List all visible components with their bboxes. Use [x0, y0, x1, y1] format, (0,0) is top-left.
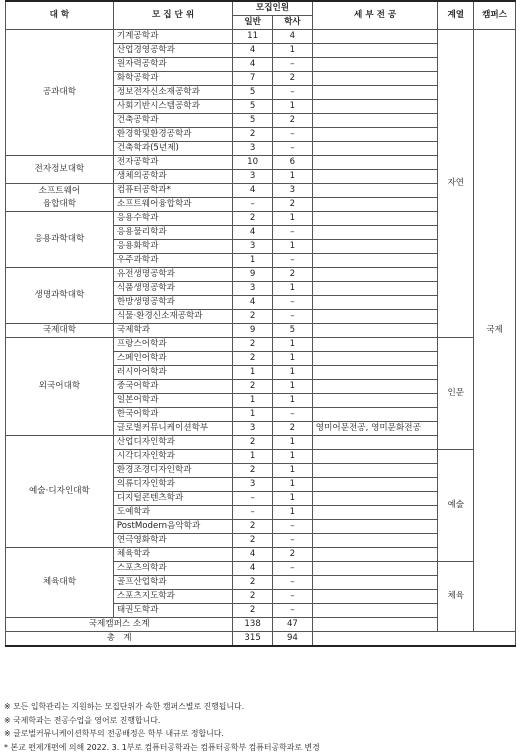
- quota-general: 11: [233, 30, 273, 44]
- dept-name: 프랑스어학과: [113, 338, 232, 352]
- header-campus: 캠퍼스: [474, 1, 516, 30]
- quota-scholar: 3: [273, 184, 313, 198]
- quota-scholar: 1: [273, 464, 313, 478]
- quota-scholar: 1: [273, 170, 313, 184]
- quota-scholar: 2: [273, 114, 313, 128]
- quota-general: 4: [233, 184, 273, 198]
- major-detail: [312, 72, 438, 86]
- dept-name: 산업디자인학과: [113, 436, 232, 450]
- quota-general: 4: [233, 226, 273, 240]
- field-category: 자연: [438, 30, 474, 338]
- dept-name: 골프산업학과: [113, 576, 232, 590]
- quota-general: 1: [233, 450, 273, 464]
- dept-name: 응용물리학과: [113, 226, 232, 240]
- header-field: 계열: [438, 1, 474, 30]
- quota-scholar: 1: [273, 338, 313, 352]
- footnotes: [4, 700, 519, 754]
- quota-general: 2: [233, 128, 273, 142]
- college-name-line: 체육대학: [42, 577, 77, 587]
- major-detail: [312, 338, 438, 352]
- field-category: 인문: [438, 338, 474, 450]
- quota-general: –: [233, 198, 273, 212]
- quota-general: 4: [233, 562, 273, 576]
- dept-name: 정보전자신소재공학과: [113, 86, 232, 100]
- quota-scholar: –: [273, 128, 313, 142]
- major-detail: [312, 436, 438, 450]
- dept-name: 유전생명공학과: [113, 268, 232, 282]
- major-detail: [312, 226, 438, 240]
- quota-general: 2: [233, 436, 273, 450]
- major-detail: [312, 310, 438, 324]
- college-name: [6, 30, 114, 156]
- college-name-line: 소프트웨어: [38, 185, 81, 196]
- quota-scholar: 1: [273, 506, 313, 520]
- quota-scholar: 2: [273, 268, 313, 282]
- quota-scholar: 1: [273, 352, 313, 366]
- footnote: * 본교 편제개편에 의해 2022. 3. 1부로 컴퓨터공학과는 컴퓨터공학부 컴퓨터공학과로 변경: [4, 742, 320, 752]
- major-detail: [312, 254, 438, 268]
- quota-scholar: –: [273, 520, 313, 534]
- total-general: 315: [233, 632, 273, 647]
- major-detail: [312, 380, 438, 394]
- quota-scholar: 1: [273, 282, 313, 296]
- major-detail: [312, 534, 438, 548]
- total-blank: [312, 632, 515, 647]
- quota-scholar: –: [273, 296, 313, 310]
- major-detail: [312, 562, 438, 576]
- quota-general: 2: [233, 576, 273, 590]
- dept-name: 체육학과: [113, 548, 232, 562]
- dept-name: 건축학과(5년제): [113, 142, 232, 156]
- quota-general: 3: [233, 240, 273, 254]
- subtotal-label: 국제캠퍼스 소계: [6, 618, 233, 632]
- dept-name: 연극영화학과: [113, 534, 232, 548]
- college-name-line: 응용과학대학: [34, 234, 85, 244]
- college-name: [6, 338, 114, 436]
- major-detail: [312, 604, 438, 618]
- subtotal-general: 138: [233, 618, 273, 632]
- major-detail: [312, 324, 438, 338]
- college-name: [6, 324, 114, 338]
- quota-scholar: 1: [273, 380, 313, 394]
- college-name-line: 국제대학: [42, 325, 77, 335]
- dept-name: 스포츠지도학과: [113, 590, 232, 604]
- total-label: 총 계: [6, 632, 233, 647]
- subtotal-scholar: 47: [273, 618, 313, 632]
- quota-general: 1: [233, 254, 273, 268]
- quota-scholar: 2: [273, 548, 313, 562]
- dept-name: 국제학과: [113, 324, 232, 338]
- quota-scholar: 1: [273, 450, 313, 464]
- campus-name: 국제: [474, 30, 516, 632]
- major-detail: [312, 198, 438, 212]
- quota-general: 5: [233, 100, 273, 114]
- quota-general: –: [233, 492, 273, 506]
- dept-name: 기계공학과: [113, 30, 232, 44]
- major-detail: [312, 590, 438, 604]
- college-name: [6, 184, 114, 212]
- quota-scholar: 1: [273, 212, 313, 226]
- quota-general: 3: [233, 170, 273, 184]
- dept-name: 환경조경디자인학과: [113, 464, 232, 478]
- dept-name: 의류디자인학과: [113, 478, 232, 492]
- total-row: [6, 632, 516, 647]
- major-detail: [312, 128, 438, 142]
- dept-name: 태권도학과: [113, 604, 232, 618]
- quota-general: 7: [233, 72, 273, 86]
- quota-general: 3: [233, 422, 273, 436]
- dept-name: 식물·환경신소재공학과: [113, 310, 232, 324]
- quota-general: 4: [233, 58, 273, 72]
- major-detail: [312, 394, 438, 408]
- major-detail: 영미어문전공, 영미문화전공: [312, 422, 438, 436]
- header-scholar: 학사: [273, 16, 313, 30]
- college-name-line: 공과대학: [42, 87, 77, 97]
- college-name-line: 융합대학: [42, 198, 77, 209]
- dept-name: 전자공학과: [113, 156, 232, 170]
- header-university: 대 학: [6, 1, 114, 30]
- dept-name: 일본어학과: [113, 394, 232, 408]
- dept-name: 생체의공학과: [113, 170, 232, 184]
- field-category: 예술: [438, 450, 474, 562]
- major-detail: [312, 240, 438, 254]
- quota-general: 10: [233, 156, 273, 170]
- major-detail: [312, 44, 438, 58]
- header-unit: 모 집 단 위: [113, 1, 232, 30]
- major-detail: [312, 156, 438, 170]
- dept-name: 도예학과: [113, 506, 232, 520]
- major-detail: [312, 282, 438, 296]
- dept-name: 환경학및환경공학과: [113, 128, 232, 142]
- quota-scholar: –: [273, 576, 313, 590]
- college-name-line: 전자정보대학: [34, 164, 85, 174]
- major-detail: [312, 184, 438, 198]
- quota-scholar: –: [273, 562, 313, 576]
- quota-scholar: 1: [273, 436, 313, 450]
- quota-scholar: 6: [273, 156, 313, 170]
- quota-general: 1: [233, 408, 273, 422]
- major-detail: [312, 352, 438, 366]
- major-detail: [312, 212, 438, 226]
- quota-general: 4: [233, 548, 273, 562]
- quota-scholar: 2: [273, 198, 313, 212]
- dept-name: 디지털콘텐츠학과: [113, 492, 232, 506]
- quota-scholar: –: [273, 254, 313, 268]
- dept-name: 소프트웨어융합학과: [113, 198, 232, 212]
- major-detail: [312, 366, 438, 380]
- quota-general: 2: [233, 520, 273, 534]
- dept-name: 응용수학과: [113, 212, 232, 226]
- quota-scholar: 1: [273, 44, 313, 58]
- major-detail: [312, 478, 438, 492]
- major-detail: [312, 268, 438, 282]
- quota-general: 2: [233, 338, 273, 352]
- quota-general: 4: [233, 296, 273, 310]
- footnote: ※ 모든 입학관리는 지원하는 모집단위가 속한 캠퍼스별로 진행됩니다.: [4, 702, 245, 711]
- major-detail: [312, 296, 438, 310]
- dept-name: 러시아어학과: [113, 366, 232, 380]
- college-name: [6, 156, 114, 184]
- college-name: [6, 548, 114, 618]
- header-general: 일반: [233, 16, 273, 30]
- major-detail: [312, 86, 438, 100]
- dept-name: 건축공학과: [113, 114, 232, 128]
- college-name-line: 외국어대학: [38, 381, 81, 391]
- college-name: [6, 436, 114, 548]
- major-detail: [312, 548, 438, 562]
- quota-scholar: –: [273, 590, 313, 604]
- quota-general: 2: [233, 310, 273, 324]
- quota-scholar: 1: [273, 492, 313, 506]
- table-row: [6, 338, 516, 352]
- major-detail: [312, 506, 438, 520]
- quota-scholar: –: [273, 408, 313, 422]
- quota-scholar: 5: [273, 324, 313, 338]
- quota-scholar: –: [273, 142, 313, 156]
- quota-scholar: –: [273, 604, 313, 618]
- quota-scholar: –: [273, 226, 313, 240]
- total-scholar: 94: [273, 632, 313, 647]
- dept-name: 스포츠의학과: [113, 562, 232, 576]
- footnote: ※ 국제학과는 전공수업을 영어로 진행합니다.: [4, 715, 161, 725]
- quota-general: 1: [233, 366, 273, 380]
- major-detail: [312, 100, 438, 114]
- dept-name: 식품생명공학과: [113, 282, 232, 296]
- quota-scholar: 1: [273, 478, 313, 492]
- dept-name: 시각디자인학과: [113, 450, 232, 464]
- subtotal-row: [6, 618, 516, 632]
- quota-general: 2: [233, 590, 273, 604]
- dept-name: 원자력공학과: [113, 58, 232, 72]
- quota-scholar: 1: [273, 240, 313, 254]
- header-quota: 모집인원: [233, 1, 313, 16]
- college-name-line: 예술·디자인대학: [29, 486, 90, 496]
- major-detail: [312, 492, 438, 506]
- major-detail: [312, 450, 438, 464]
- quota-general: 5: [233, 86, 273, 100]
- table-row: [6, 30, 516, 44]
- quota-scholar: 1: [273, 366, 313, 380]
- quota-scholar: –: [273, 58, 313, 72]
- quota-general: 2: [233, 380, 273, 394]
- quota-scholar: –: [273, 310, 313, 324]
- dept-name: 산업경영공학과: [113, 44, 232, 58]
- quota-general: 4: [233, 44, 273, 58]
- quota-general: 2: [233, 464, 273, 478]
- quota-general: 9: [233, 268, 273, 282]
- college-name-line: 생명과학대학: [34, 290, 85, 300]
- dept-name: 한방생명공학과: [113, 296, 232, 310]
- major-detail: [312, 58, 438, 72]
- quota-general: 2: [233, 212, 273, 226]
- quota-scholar: –: [273, 534, 313, 548]
- dept-name: 화학공학과: [113, 72, 232, 86]
- college-name: [6, 268, 114, 324]
- major-detail: [312, 114, 438, 128]
- quota-scholar: 2: [273, 72, 313, 86]
- major-detail: [312, 30, 438, 44]
- field-category: 체육: [438, 562, 474, 632]
- quota-general: 3: [233, 142, 273, 156]
- major-detail: [312, 464, 438, 478]
- quota-general: 3: [233, 282, 273, 296]
- dept-name: 사회기반시스템공학과: [113, 100, 232, 114]
- dept-name: 스페인어학과: [113, 352, 232, 366]
- college-name: [6, 212, 114, 268]
- dept-name: 글로벌커뮤니케이션학부: [113, 422, 232, 436]
- dept-name: PostModern음악학과: [113, 520, 232, 534]
- quota-general: 2: [233, 534, 273, 548]
- quota-scholar: 2: [273, 422, 313, 436]
- quota-scholar: 4: [273, 30, 313, 44]
- quota-scholar: 1: [273, 100, 313, 114]
- major-detail: [312, 142, 438, 156]
- dept-name: 중국어학과: [113, 380, 232, 394]
- quota-general: 5: [233, 114, 273, 128]
- admissions-table: [5, 0, 516, 647]
- subtotal-blank: [312, 618, 515, 632]
- major-detail: [312, 520, 438, 534]
- quota-general: 3: [233, 478, 273, 492]
- dept-name: 응용화학과: [113, 240, 232, 254]
- footnote: ※ 글로벌커뮤니케이션학부의 전공배정은 학부 내규로 정합니다.: [4, 729, 224, 738]
- quota-general: 2: [233, 352, 273, 366]
- header-major: 세 부 전 공: [312, 1, 438, 30]
- dept-name: 컴퓨터공학과*: [113, 184, 232, 198]
- quota-scholar: –: [273, 86, 313, 100]
- quota-general: 1: [233, 394, 273, 408]
- major-detail: [312, 576, 438, 590]
- dept-name: 한국어학과: [113, 408, 232, 422]
- major-detail: [312, 408, 438, 422]
- quota-scholar: 1: [273, 394, 313, 408]
- dept-name: 우주과학과: [113, 254, 232, 268]
- quota-general: 2: [233, 604, 273, 618]
- quota-general: 9: [233, 324, 273, 338]
- major-detail: [312, 170, 438, 184]
- quota-general: –: [233, 506, 273, 520]
